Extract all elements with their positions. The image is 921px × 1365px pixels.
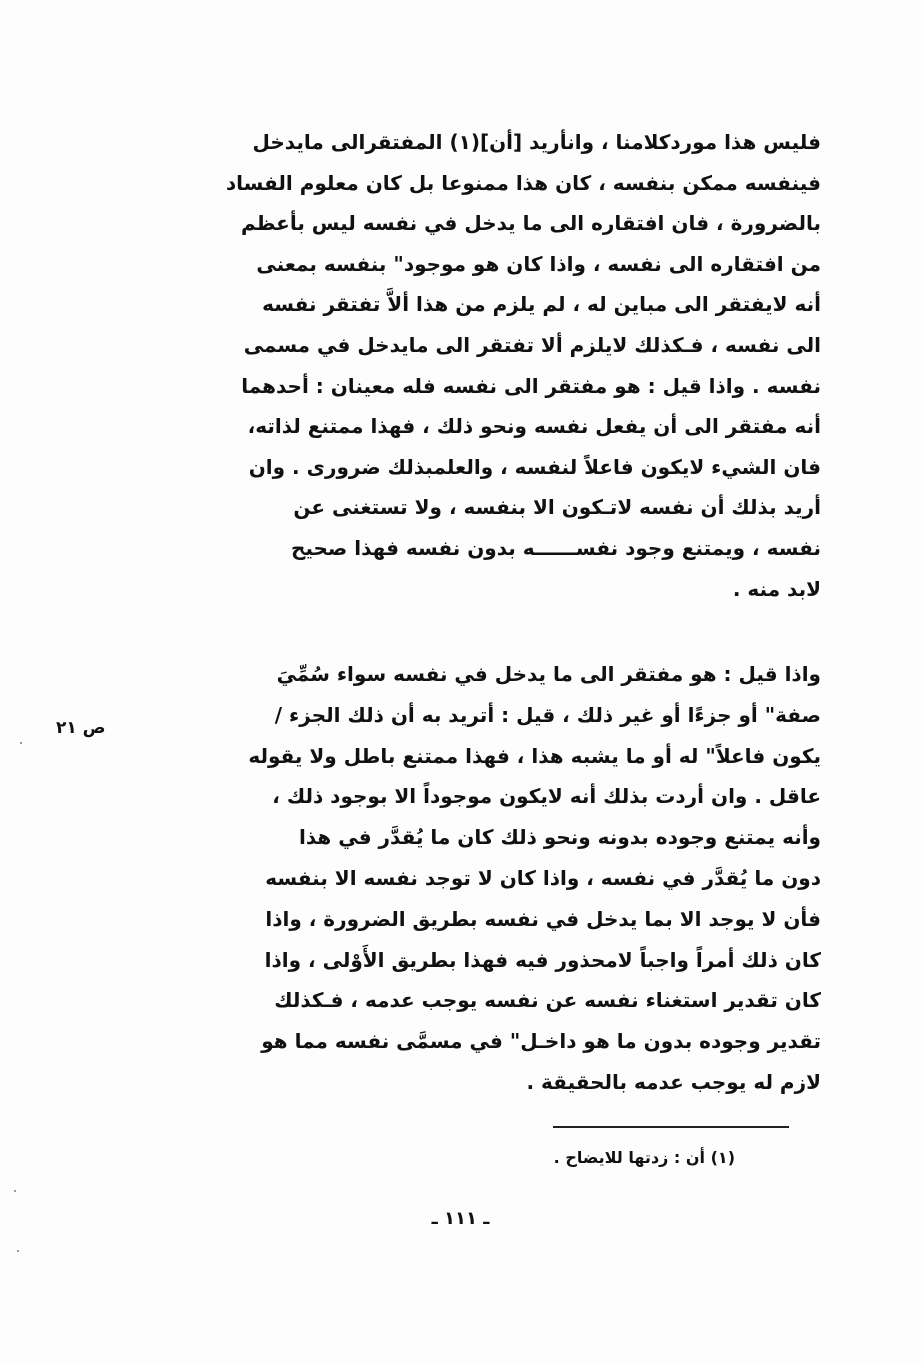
scan-speck — [14, 1190, 16, 1192]
text-line: فأن لا يوجد الا بما يدخل في نفسه بطريق الضرورة ، واذا — [265, 906, 821, 931]
margin-page-reference: ص ٢١ — [56, 718, 106, 738]
paragraph-2 — [151, 654, 821, 1103]
text-line: فان الشيء لايكون فاعلاً لنفسه ، والعلمبذلك ضرورى . وان — [248, 454, 821, 479]
paragraph-1 — [151, 122, 821, 609]
text-line: تقدير وجوده بدون ما هو داخـل" في مسمَّى نفسه مما هو — [261, 1029, 821, 1054]
text-line: واذا قيل : هو مفتقر الى ما يدخل في نفسه سواء سُمِّيَ — [276, 662, 821, 686]
text-line: لازم له يوجب عدمه بالحقيقة . — [526, 1069, 821, 1094]
text-line: بالضرورة ، فان افتقاره الى ما يدخل في نفسه ليس بأعظم — [241, 211, 821, 236]
text-line: صفة" أو جزءًا أو غير ذلك ، قيل : أتريد به أن ذلك الجزء / — [274, 702, 821, 727]
scan-speck — [20, 742, 22, 744]
text-line: من افتقاره الى نفسه ، واذا كان هو موجود" بنفسه بمعنى — [256, 251, 821, 276]
text-line: فينفسه ممكن بنفسه ، كان هذا ممنوعا بل كان معلوم الفساد — [225, 170, 821, 195]
text-line: كان تقدير استغناء نفسه عن نفسه يوجب عدمه ، فـكذلك — [274, 988, 821, 1013]
text-line: أنه مفتقر الى أن يفعل نفسه ونحو ذلك ، فهذا ممتنع لذاته، — [247, 414, 821, 439]
footnote: (١) أن : زدتها للايضاح . — [553, 1148, 735, 1167]
scan-speck — [17, 1250, 19, 1252]
text-line: يكون فاعلاً" له أو ما يشبه هذا ، فهذا ممتنع باطل ولا يقوله — [248, 743, 821, 768]
text-line: نفسه ، ويمتنع وجود نفســــــه بدون نفسه فهذا صحيح — [290, 535, 821, 560]
text-line: دون ما يُقدَّر في نفسه ، واذا كان لا توجد نفسه الا بنفسه — [265, 865, 821, 890]
footnote-divider — [553, 1126, 789, 1128]
text-line: أنه لايفتقر الى مباين له ، لم يلزم من هذا ألاَّ تفتقر نفسه — [262, 292, 821, 317]
text-line: وأنه يمتنع وجوده بدونه ونحو ذلك كان ما يُقدَّر في هذا — [298, 825, 821, 850]
text-line: الى نفسه ، فـكذلك لايلزم ألا تفتقر الى مايدخل في مسمى — [243, 332, 821, 357]
page-number: ـ ١١١ ـ — [431, 1208, 490, 1229]
text-line: عاقل . وان أردت بذلك أنه لايكون موجوداً الا بوجود ذلك ، — [272, 784, 821, 809]
text-line: نفسه . واذا قيل : هو مفتقر الى نفسه فله معينان : أحدهما — [241, 373, 821, 398]
text-line: لابد منه . — [732, 576, 821, 601]
text-line: كان ذلك أمراً واجباً لامحذور فيه فهذا بطريق الأَوْلى ، واذا — [264, 947, 821, 972]
text-line: فليس هذا موردكلامنا ، وانأريد [أن](١) المفتقرالى مايدخل — [252, 130, 821, 154]
text-line: أريد بذلك أن نفسه لاتـكون الا بنفسه ، ولا تستغنى عن — [293, 495, 821, 520]
